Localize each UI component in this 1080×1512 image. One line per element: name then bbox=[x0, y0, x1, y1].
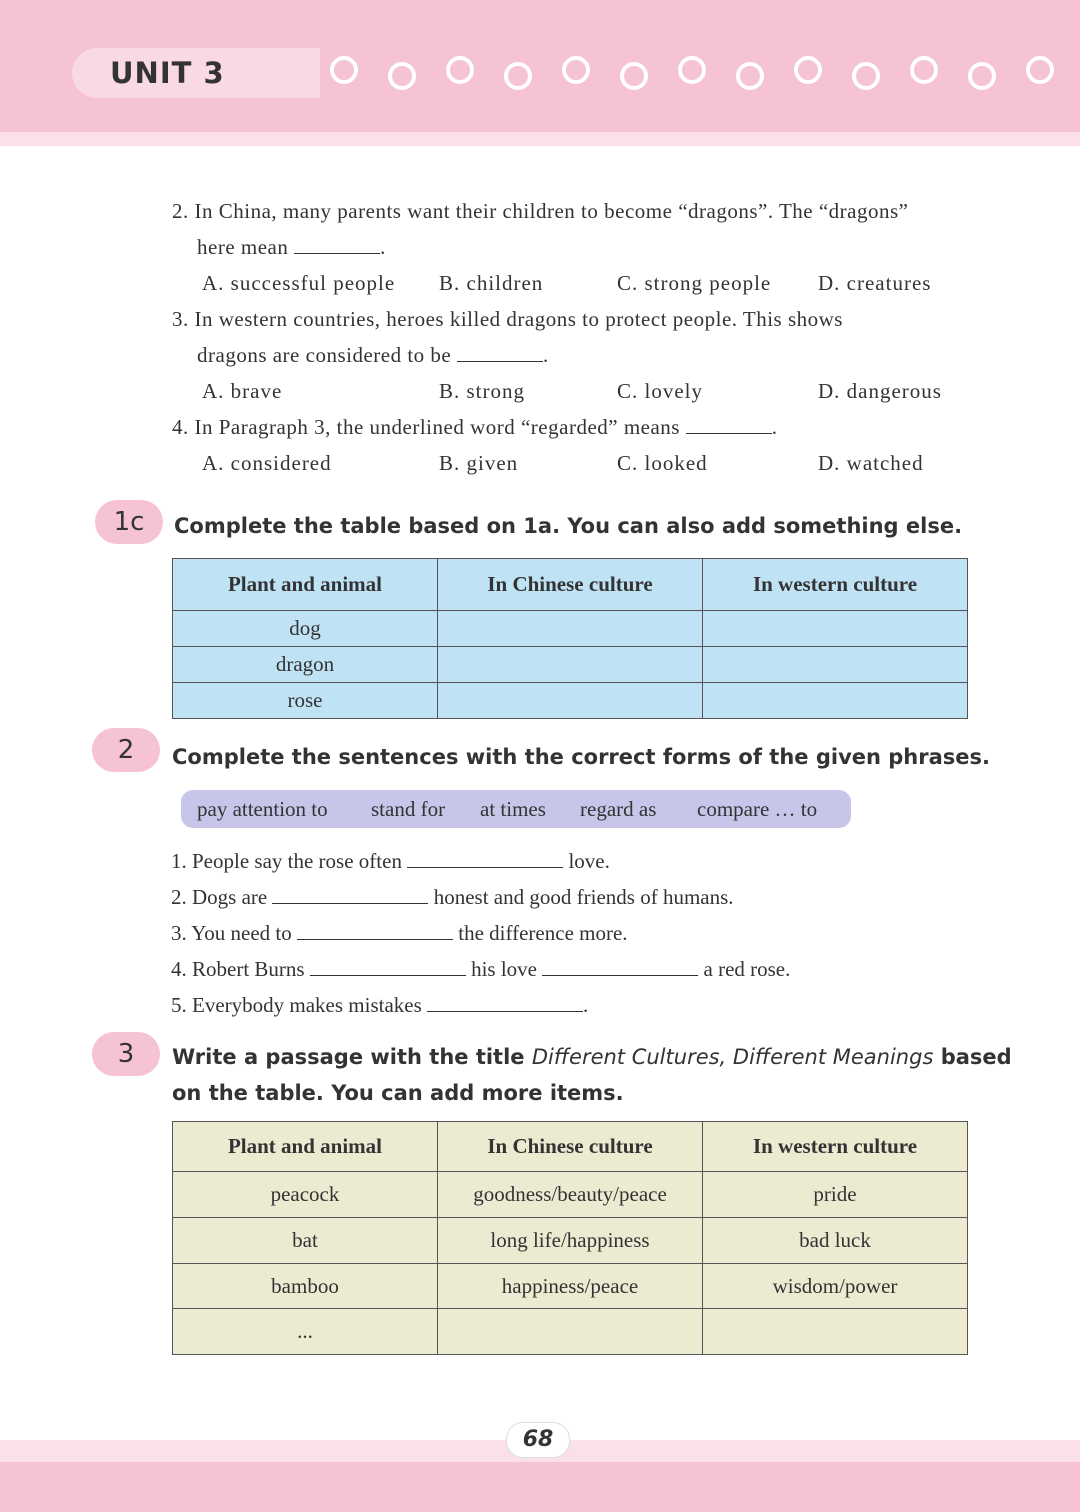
table-row bbox=[173, 1264, 968, 1309]
ring-icon bbox=[1026, 56, 1054, 84]
sentence-1: 1. People say the rose often love. bbox=[171, 849, 610, 873]
q4-option-d[interactable]: D. watched bbox=[818, 451, 924, 475]
table-header: In western culture bbox=[703, 559, 968, 611]
table-cell: dragon bbox=[173, 647, 438, 683]
ring-icon bbox=[620, 62, 648, 90]
q3-option-b[interactable]: B. strong bbox=[439, 379, 526, 403]
q2-option-b[interactable]: B. children bbox=[439, 271, 544, 295]
table-row bbox=[173, 1172, 968, 1218]
answer-blank[interactable] bbox=[686, 415, 772, 434]
q2-stem: 2. In China, many parents want their children to become “dragons”. The “dragons” bbox=[172, 199, 909, 223]
table-row bbox=[173, 611, 968, 647]
table-cell: peacock bbox=[173, 1172, 438, 1218]
exercise-1c-instruction: Complete the table based on 1a. You can also add something else. bbox=[174, 514, 963, 538]
q3-option-c[interactable]: C. lovely bbox=[617, 379, 703, 403]
ring-icon bbox=[968, 62, 996, 90]
phrase: compare … to bbox=[697, 797, 818, 821]
table-cell: goodness/beauty/peace bbox=[438, 1172, 703, 1218]
table-header: Plant and animal bbox=[173, 559, 438, 611]
table-cell: bat bbox=[173, 1218, 438, 1264]
page-footer-band bbox=[0, 1462, 1080, 1512]
exercise-3-instruction-cont: on the table. You can add more items. bbox=[172, 1081, 624, 1105]
ring-icon bbox=[794, 56, 822, 84]
table-cell: dog bbox=[173, 611, 438, 647]
answer-blank[interactable] bbox=[457, 343, 543, 362]
table-cell: pride bbox=[703, 1172, 968, 1218]
sentence-5: 5. Everybody makes mistakes . bbox=[171, 993, 589, 1017]
q3-stem: 3. In western countries, heroes killed dragons to protect people. This shows bbox=[172, 307, 843, 331]
ring-icon bbox=[852, 62, 880, 90]
table-cell-blank[interactable] bbox=[703, 1309, 968, 1355]
ring-icon bbox=[910, 56, 938, 84]
table-cell-blank[interactable] bbox=[438, 1309, 703, 1355]
q2-stem-cont: here mean . bbox=[197, 235, 386, 259]
table-cell: bad luck bbox=[703, 1218, 968, 1264]
q4-stem: 4. In Paragraph 3, the underlined word “regarded” means . bbox=[172, 415, 778, 439]
q3-stem-cont: dragons are considered to be . bbox=[197, 343, 549, 367]
exercise-badge-3: 3 bbox=[92, 1032, 160, 1076]
table-row bbox=[173, 647, 968, 683]
q2-option-c[interactable]: C. strong people bbox=[617, 271, 772, 295]
table-cell: wisdom/power bbox=[703, 1264, 968, 1309]
table-header: Plant and animal bbox=[173, 1122, 438, 1172]
table-row bbox=[173, 683, 968, 719]
phrase: at times bbox=[480, 797, 546, 821]
table-cell-blank[interactable] bbox=[438, 683, 703, 719]
exercise-badge-1c: 1c bbox=[95, 500, 163, 544]
ring-icon bbox=[678, 56, 706, 84]
table-cell-blank[interactable] bbox=[703, 611, 968, 647]
table-cell-blank[interactable] bbox=[438, 611, 703, 647]
q2-option-d[interactable]: D. creatures bbox=[818, 271, 932, 295]
unit-title: UNIT 3 bbox=[110, 56, 225, 90]
q4-option-b[interactable]: B. given bbox=[439, 451, 519, 475]
sentence-4: 4. Robert Burns his love a red rose. bbox=[171, 957, 791, 981]
ring-icon bbox=[388, 62, 416, 90]
answer-blank[interactable] bbox=[294, 235, 380, 254]
table-row bbox=[173, 1218, 968, 1264]
phrase: pay attention to bbox=[197, 797, 328, 821]
table-cell: ... bbox=[173, 1309, 438, 1355]
phrase: stand for bbox=[371, 797, 446, 821]
table-cell-blank[interactable] bbox=[703, 647, 968, 683]
ring-icon bbox=[446, 56, 474, 84]
passage-title: Different Cultures, Different Meanings bbox=[531, 1045, 934, 1069]
table-cell: long life/happiness bbox=[438, 1218, 703, 1264]
answer-blank[interactable] bbox=[297, 921, 453, 940]
sentence-2: 2. Dogs are honest and good friends of humans. bbox=[171, 885, 734, 909]
answer-blank[interactable] bbox=[542, 957, 698, 976]
q3-option-a[interactable]: A. brave bbox=[202, 379, 283, 403]
page-number: 68 bbox=[506, 1422, 570, 1458]
exercise-3-instruction: Write a passage with the title Different Cultures, Different Meanings based bbox=[172, 1045, 1012, 1069]
exercise-badge-2: 2 bbox=[92, 728, 160, 772]
table-cell-blank[interactable] bbox=[438, 647, 703, 683]
q2-option-a[interactable]: A. successful people bbox=[202, 271, 396, 295]
answer-blank[interactable] bbox=[310, 957, 466, 976]
table-header: In western culture bbox=[703, 1122, 968, 1172]
q4-option-c[interactable]: C. looked bbox=[617, 451, 708, 475]
table-cell: bamboo bbox=[173, 1264, 438, 1309]
culture-table-1c bbox=[172, 558, 968, 719]
ring-icon bbox=[736, 62, 764, 90]
culture-table-3 bbox=[172, 1121, 968, 1355]
table-cell: happiness/peace bbox=[438, 1264, 703, 1309]
phrase: regard as bbox=[580, 797, 657, 821]
answer-blank[interactable] bbox=[427, 993, 583, 1012]
ring-icon bbox=[504, 62, 532, 90]
ring-icon bbox=[330, 56, 358, 84]
table-row bbox=[173, 1309, 968, 1355]
exercise-2-instruction: Complete the sentences with the correct forms of the given phrases. bbox=[172, 745, 991, 769]
table-header: In Chinese culture bbox=[438, 1122, 703, 1172]
page-header-strip bbox=[0, 132, 1080, 146]
q4-option-a[interactable]: A. considered bbox=[202, 451, 332, 475]
answer-blank[interactable] bbox=[272, 885, 428, 904]
table-cell-blank[interactable] bbox=[703, 683, 968, 719]
answer-blank[interactable] bbox=[407, 849, 563, 868]
table-cell: rose bbox=[173, 683, 438, 719]
sentence-3: 3. You need to the difference more. bbox=[171, 921, 628, 945]
table-header: In Chinese culture bbox=[438, 559, 703, 611]
q3-option-d[interactable]: D. dangerous bbox=[818, 379, 942, 403]
ring-icon bbox=[562, 56, 590, 84]
